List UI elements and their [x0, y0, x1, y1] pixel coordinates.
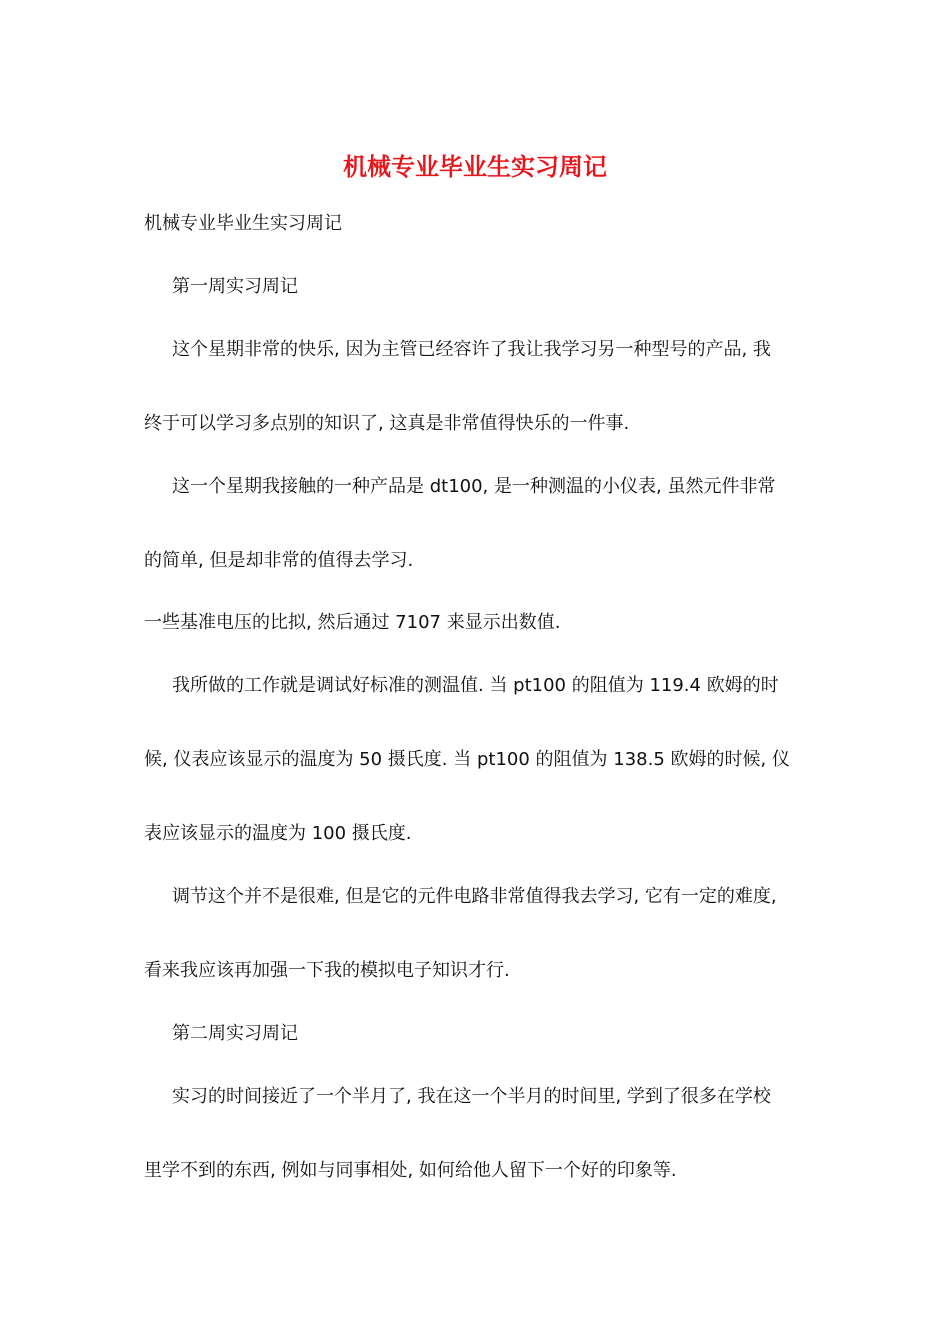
paragraph-line: 终于可以学习多点别的知识了, 这真是非常值得快乐的一件事.: [144, 413, 630, 434]
paragraph-line: 表应该显示的温度为 100 摄氏度.: [144, 823, 412, 844]
document-title: 机械专业毕业生实习周记: [343, 152, 607, 181]
paragraph-line: 看来我应该再加强一下我的模拟电子知识才行.: [144, 960, 510, 981]
paragraph-line: 我所做的工作就是调试好标准的测温值. 当 pt100 的阻值为 119.4 欧姆的时: [172, 675, 779, 696]
paragraph-line: 的简单, 但是却非常的值得去学习.: [144, 550, 414, 571]
heading-week-two: 第二周实习周记: [172, 1023, 298, 1044]
paragraph-line: 一些基准电压的比拟, 然后通过 7107 来显示出数值.: [144, 612, 561, 633]
paragraph-line: 候, 仪表应该显示的温度为 50 摄氏度. 当 pt100 的阻值为 138.5 欧姆的时候, 仪: [144, 749, 790, 770]
paragraph-line: 里学不到的东西, 例如与同事相处, 如何给他人留下一个好的印象等.: [144, 1160, 677, 1181]
subtitle-line: 机械专业毕业生实习周记: [144, 213, 342, 234]
paragraph-line: 这一个星期我接触的一种产品是 dt100, 是一种测温的小仪表, 虽然元件非常: [172, 476, 776, 497]
paragraph-line: 调节这个并不是很难, 但是它的元件电路非常值得我去学习, 它有一定的难度,: [172, 886, 777, 907]
paragraph-line: 实习的时间接近了一个半月了, 我在这一个半月的时间里, 学到了很多在学校: [172, 1086, 771, 1107]
paragraph-line: 这个星期非常的快乐, 因为主管已经容许了我让我学习另一种型号的产品, 我: [172, 339, 771, 360]
heading-week-one: 第一周实习周记: [172, 276, 298, 297]
